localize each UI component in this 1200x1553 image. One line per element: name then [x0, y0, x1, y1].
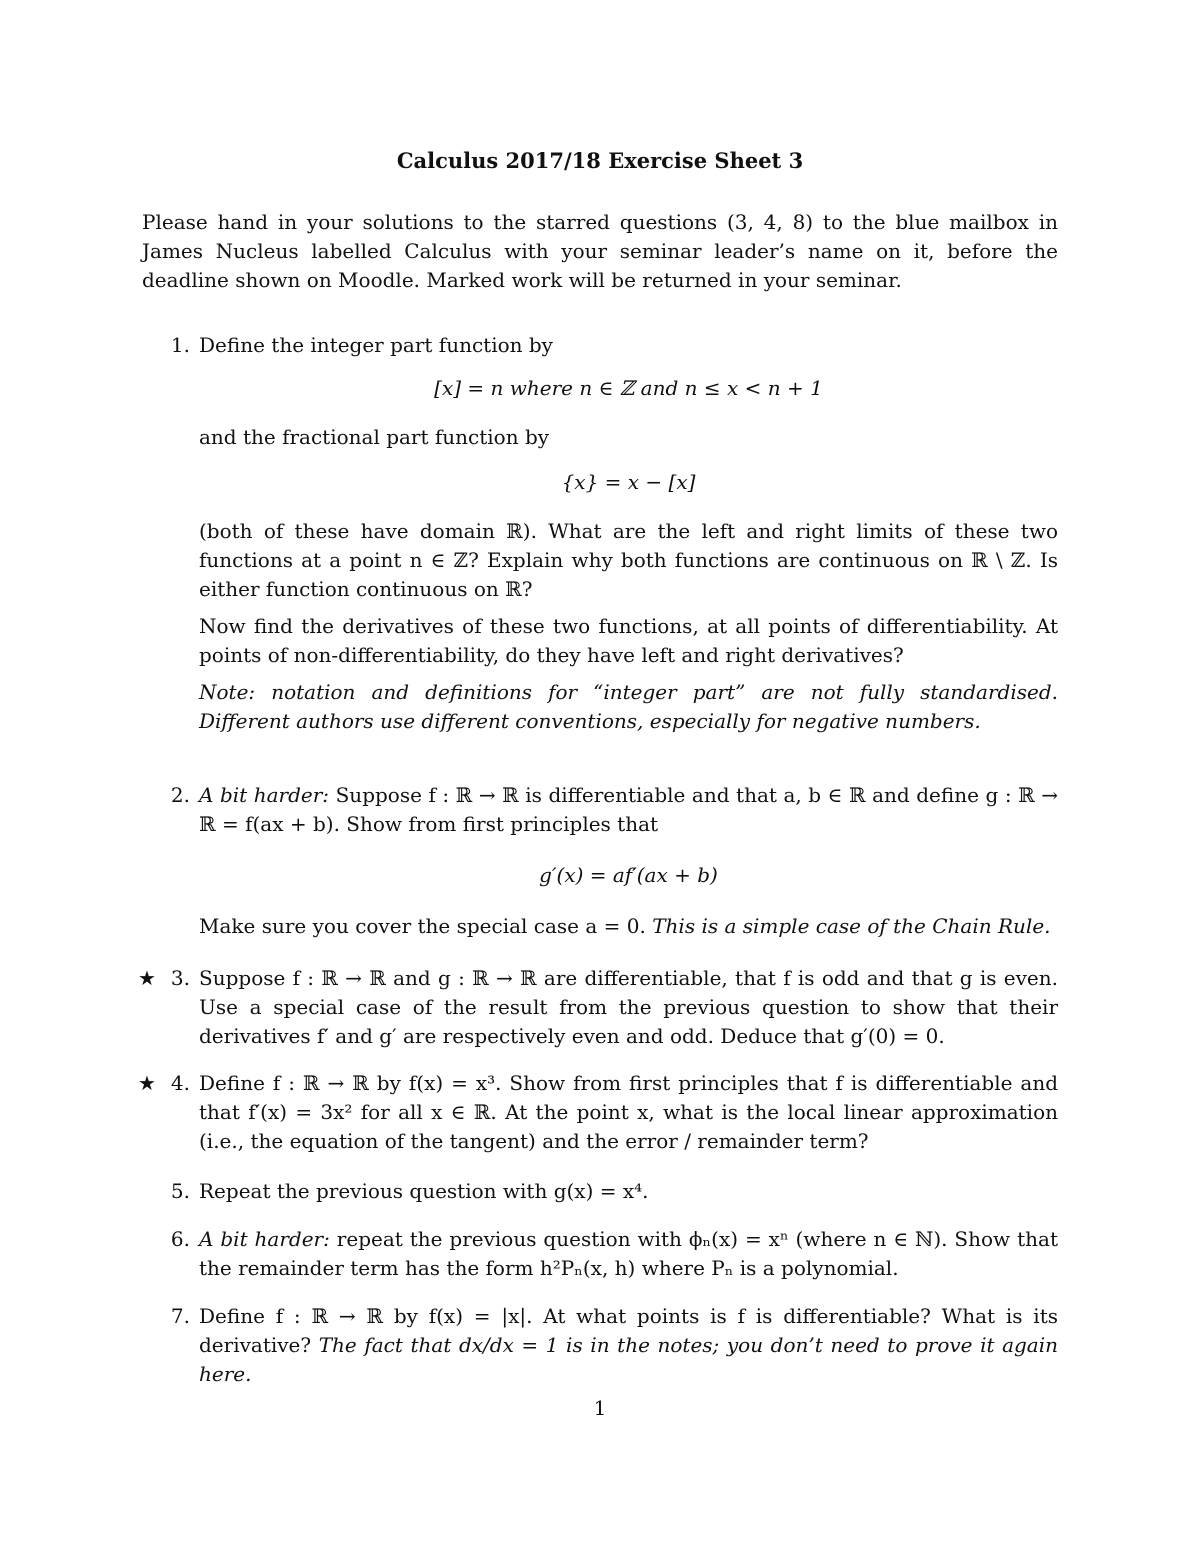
question-text: Suppose f : ℝ → ℝ and g : ℝ → ℝ are differentiable, that f is odd and that g is even. Use a special case of the result from the previous question to show that their derivatives f′ and g′ are respectively even and odd. Deduce that g′(0) = 0.	[199, 966, 1058, 1048]
question-body	[199, 1302, 1058, 1397]
question-text-main: Make sure you cover the special case a = 0.	[199, 914, 646, 938]
question-text: Define f : ℝ → ℝ by f(x) = x³. Show from first principles that f is differentiable and that f′(x) = 3x² for all x ∈ ℝ. At the point x, what is the local linear approximation (i.e., the equation of the tangent) and the error / remainder term?	[199, 1071, 1058, 1153]
question-text	[199, 781, 1058, 839]
question-text	[199, 1225, 1058, 1283]
question-text-main: repeat the previous question with ϕₙ(x) = xⁿ (where n ∈ ℕ). Show that the remainder term has the form h²Pₙ(x, h) where Pₙ is a polynomial.	[199, 1227, 1058, 1280]
difficulty-label: A bit harder:	[199, 1227, 330, 1251]
question-body	[199, 781, 1058, 949]
question-number: 7.	[170, 1304, 190, 1328]
question-text: Define the integer part function by	[199, 333, 553, 357]
question-text-main: Suppose f : ℝ → ℝ is differentiable and that a, b ∈ ℝ and define g : ℝ → ℝ = f(ax + b). Show from first principles that	[199, 783, 1059, 836]
display-equation: {x} = x − [x]	[561, 470, 696, 494]
question-remark: This is a simple case of the Chain Rule.	[652, 914, 1051, 938]
question-remark: The fact that dx/dx = 1 is in the notes; you don’t need to prove it again here.	[199, 1333, 1059, 1386]
display-equation: g′(x) = af′(ax + b)	[539, 863, 718, 887]
question-body	[199, 964, 1058, 1059]
question-body	[199, 331, 1058, 744]
question-body	[199, 1069, 1058, 1164]
question-number: 2.	[170, 783, 190, 807]
question-number: 4.	[170, 1071, 190, 1095]
question-text	[199, 1302, 1058, 1389]
sheet-title: Calculus 2017/18 Exercise Sheet 3	[396, 148, 804, 173]
question-text: Repeat the previous question with g(x) = x⁴.	[199, 1179, 649, 1203]
question-number: 5.	[170, 1179, 190, 1203]
question-text	[199, 912, 1058, 941]
question-body	[199, 1225, 1058, 1291]
intro-paragraph: Please hand in your solutions to the starred questions (3, 4, 8) to the blue mailbox in James Nucleus labelled Calculus with your seminar leader’s name on it, before the deadline shown on Moodle. Marked work will be returned in your seminar.	[142, 210, 1058, 292]
display-equation: [x] = n where n ∈ ℤ and n ≤ x < n + 1	[434, 376, 823, 400]
question-number: 1.	[170, 333, 190, 357]
page-number: 1	[593, 1396, 607, 1420]
star-icon: ★	[138, 1071, 156, 1095]
question-note: Note: notation and definitions for “integer part” are not fully standardised. Different authors use different conventions, especially for negative numbers.	[199, 680, 1058, 733]
question-number: 3.	[170, 966, 190, 990]
question-text: Now find the derivatives of these two functions, at all points of differentiability. At points of non-differentiability, do they have left and right derivatives?	[199, 614, 1058, 667]
star-icon: ★	[138, 966, 156, 990]
question-text: (both of these have domain ℝ). What are the left and right limits of these two functions at a point n ∈ ℤ? Explain why both functions are continuous on ℝ \ ℤ. Is either function continuous on ℝ?	[199, 519, 1058, 601]
question-text: and the fractional part function by	[199, 425, 550, 449]
question-text-main: Define f : ℝ → ℝ by f(x) = |x|. At what points is f is differentiable? What is its derivative?	[199, 1304, 1058, 1357]
question-number: 6.	[170, 1227, 190, 1251]
question-body	[199, 1177, 1058, 1214]
difficulty-label: A bit harder:	[199, 783, 330, 807]
